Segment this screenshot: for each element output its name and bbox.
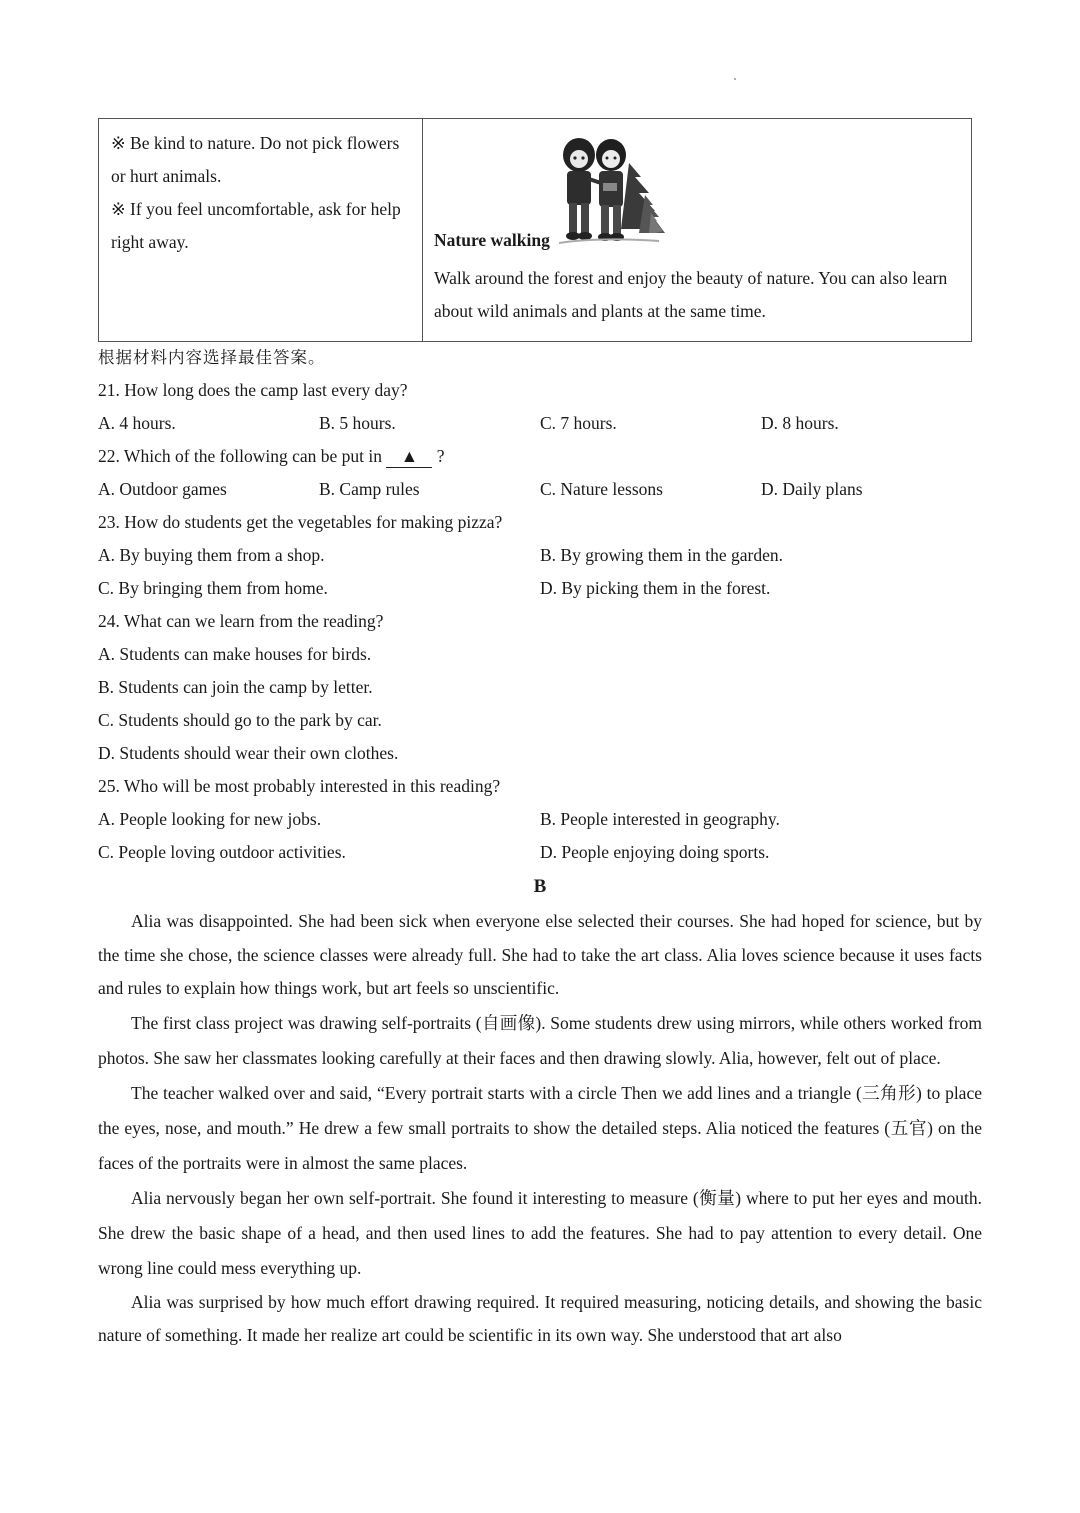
passage-paragraph-5: Alia was surprised by how much effort drawing required. It required measuring, noticing details, and showing the basic nature of something. It made her realize art could be scientific in its own way. She understood that art also xyxy=(98,1291,982,1345)
option-b: B. People interested in geography. xyxy=(540,809,780,829)
passage-paragraph-2: The first class project was drawing self-portraits (自画像). Some students drew using mirrors, while others worked from photos. She saw her classmates looking carefully at their faces and then drawing slowly. Alia, however, felt out of place. xyxy=(98,1012,982,1068)
option-d: D. Daily plans xyxy=(761,479,863,499)
children-walking-illustration-icon xyxy=(559,133,671,251)
option-b: B. Camp rules xyxy=(319,479,420,499)
answer-blank: ▲ xyxy=(386,445,432,468)
option-c: C. Nature lessons xyxy=(540,479,663,499)
option-d: D. 8 hours. xyxy=(761,413,839,433)
option-c: C. By bringing them from home. xyxy=(98,578,328,598)
question-22 xyxy=(98,440,982,506)
section-heading: B xyxy=(533,876,547,897)
scan-speck xyxy=(734,78,736,80)
stem-after-blank: ? xyxy=(432,446,445,466)
option-d: D. By picking them in the forest. xyxy=(540,578,771,598)
options-row xyxy=(98,539,982,572)
option-a: A. People looking for new jobs. xyxy=(98,809,322,829)
nature-walking-text: Walk around the forest and enjoy the beauty of nature. You can also learn about wild animals and plants at the same time. xyxy=(434,268,948,321)
option-d: D. People enjoying doing sports. xyxy=(540,842,770,862)
option-d: D. Students should wear their own clothes. xyxy=(98,743,399,763)
question-stem: 25. Who will be most probably interested in this reading? xyxy=(98,776,501,796)
option-c: C. People loving outdoor activities. xyxy=(98,842,346,862)
rule-ask-for-help: ※ If you feel uncomfortable, ask for help right away. xyxy=(111,199,401,252)
option-b: B. 5 hours. xyxy=(319,413,396,433)
question-stem xyxy=(98,440,982,473)
question-25 xyxy=(98,770,982,869)
stem-before-blank: 22. Which of the following can be put in xyxy=(98,446,387,466)
camp-info-table xyxy=(98,118,972,342)
question-stem: 21. How long does the camp last every day? xyxy=(98,380,408,400)
rules-cell xyxy=(99,119,423,341)
question-21 xyxy=(98,374,982,440)
options-row xyxy=(98,473,982,506)
option-c: C. 7 hours. xyxy=(540,413,617,433)
nature-walking-cell xyxy=(423,119,971,341)
option-a: A. By buying them from a shop. xyxy=(98,545,325,565)
options-row xyxy=(98,803,982,836)
passage-paragraph-3: The teacher walked over and said, “Every portrait starts with a circle Then we add lines and a triangle (三角形) to place the eyes, nose, and mouth.” He drew a few small portraits to show the detailed steps. Alia noticed the features (五官) on the faces of the portraits were in almost the same places. xyxy=(98,1082,982,1173)
passage-paragraph-1: Alia was disappointed. She had been sick when everyone else selected their courses. She had hoped for science, but by the time she chose, the science classes were already full. She had to take the art class. Alia loves science because it uses facts and rules to explain how things work, but art feels so unscientific. xyxy=(98,911,982,998)
option-a: A. 4 hours. xyxy=(98,413,176,433)
option-a: A. Students can make houses for birds. xyxy=(98,644,372,664)
questions-and-passage xyxy=(98,341,982,1353)
option-a: A. Outdoor games xyxy=(98,479,227,499)
options-row xyxy=(98,836,982,869)
question-24 xyxy=(98,605,982,770)
rule-be-kind: ※ Be kind to nature. Do not pick flowers or hurt animals. xyxy=(111,133,400,186)
question-stem: 24. What can we learn from the reading? xyxy=(98,611,384,631)
question-23 xyxy=(98,506,982,605)
option-b: B. By growing them in the garden. xyxy=(540,545,784,565)
instruction: 根据材料内容选择最佳答案。 xyxy=(98,348,326,367)
options-row xyxy=(98,407,982,440)
nature-walking-title: Nature walking xyxy=(434,230,550,250)
option-b: B. Students can join the camp by letter. xyxy=(98,677,373,697)
options-row xyxy=(98,572,982,605)
passage-paragraph-4: Alia nervously began her own self-portrait. She found it interesting to measure (衡量) where to put her eyes and mouth. She drew the basic shape of a head, and then used lines to add the features. She had to pay attention to every detail. One wrong line could mess everything up. xyxy=(98,1187,982,1278)
option-c: C. Students should go to the park by car. xyxy=(98,710,382,730)
question-stem: 23. How do students get the vegetables for making pizza? xyxy=(98,512,503,532)
